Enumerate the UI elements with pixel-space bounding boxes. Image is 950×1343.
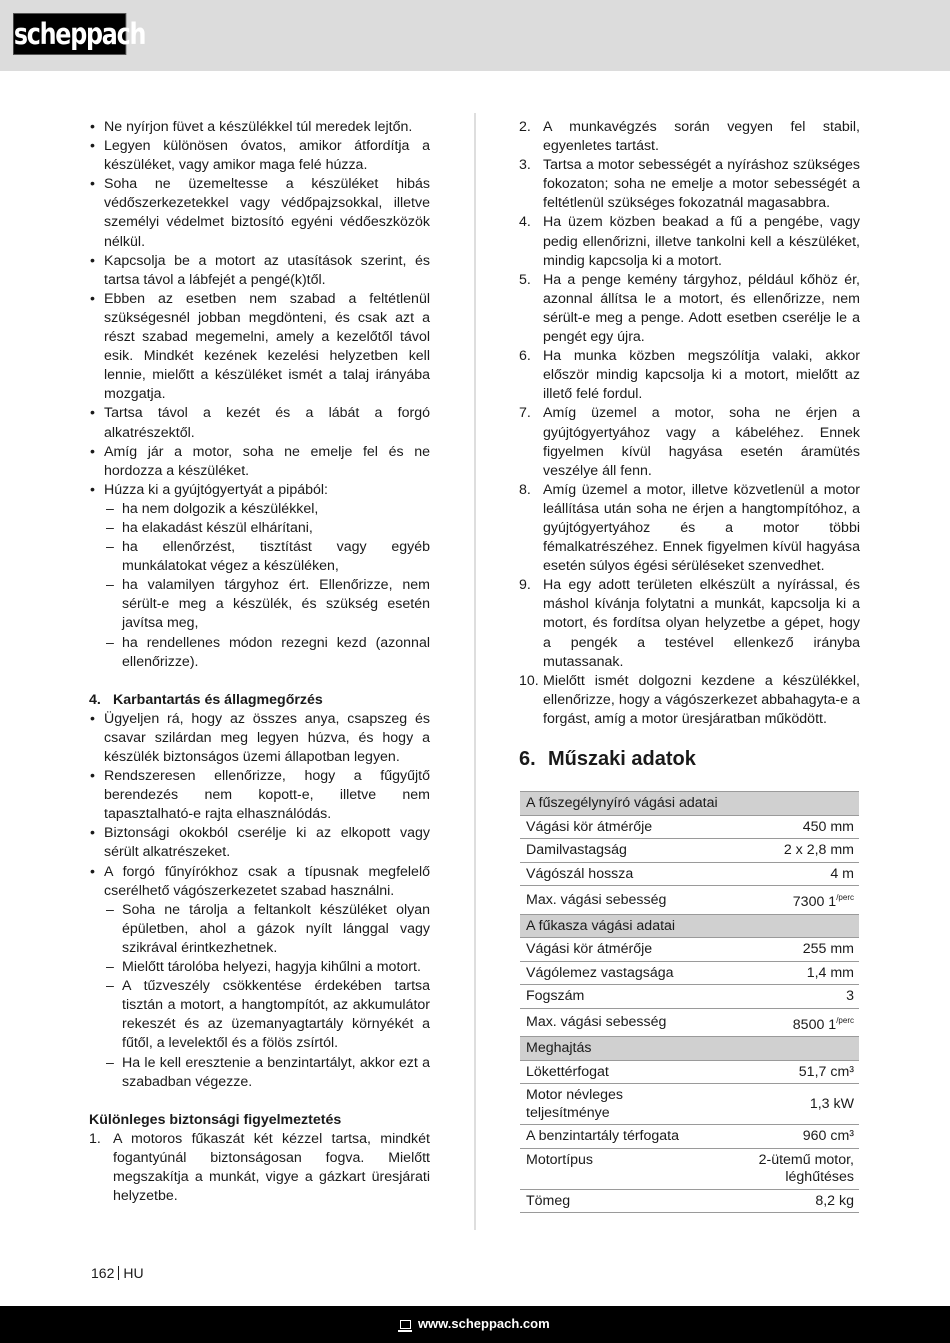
technical-data-table — [520, 791, 859, 1213]
bullet-item: • Húzza ki a gyújtógyertyát a pipából: — [89, 481, 430, 500]
row-label: Tömeg — [520, 1189, 692, 1213]
table-section-header — [520, 1037, 859, 1061]
page-number-value: 162 — [91, 1265, 115, 1281]
row-value: 960 cm³ — [692, 1125, 859, 1149]
item-text: Ha üzem közben beakad a fű a pengébe, vagy pedig ellenőrizni, illetve tankolni kell a készüléket, mindig kapcsolja ki a motort. — [543, 214, 860, 269]
bullet-item: • Soha ne üzemeltesse a készüléket hibás védőszerkezetekkel vagy védőpajzsokkal, illetve személyi védelmet biztosító egyéni védőeszközök nélkül. — [89, 175, 430, 251]
item-number: 4. — [519, 214, 531, 231]
item-text: Mielőtt ismét dolgozni kezdene a készülékkel, ellenőrizze, hogy a vágószerkezet abbahagyta-e a forgást, amíg a motor üresjáratban működött. — [543, 672, 860, 727]
item-number: 9. — [519, 577, 531, 594]
row-label: Max. vágási sebesség — [520, 1008, 692, 1037]
column-divider — [474, 113, 476, 1230]
table-row — [520, 985, 859, 1009]
row-label: Max. vágási sebesség — [520, 886, 692, 915]
bullet-item: • A forgó fűnyírókhoz csak a típusnak megfelelő cserélhető vágószerkezetet szabad használni. — [89, 863, 430, 901]
bullet-item: • Amíg jár a motor, soha ne emelje fel és ne hordozza a készüléket. — [89, 443, 430, 481]
bullet-item: • Legyen különösen óvatos, amikor átfordítja a készüléket, vagy amikor maga felé húzza. — [89, 137, 430, 175]
item-number: 5. — [519, 271, 531, 288]
section-title: Műszaki adatok — [548, 748, 696, 770]
numbered-item — [519, 672, 860, 729]
row-label: Vágószál hossza — [520, 862, 692, 886]
section-title: Karbantartás és állagmegőrzés — [113, 691, 323, 708]
dash-item: – ha rendellenes módon rezegni kezd (azonnal ellenőrizze). — [106, 634, 430, 670]
language-code: HU — [123, 1265, 144, 1281]
row-value: 1,4 mm — [692, 961, 859, 985]
numbered-item — [89, 1130, 430, 1206]
dash-item-text: ha ellenőrzést, tisztítást vagy egyéb munkálatokat végez a készüléken, — [122, 539, 430, 575]
left-column — [89, 118, 430, 1206]
section-title: Meghajtás — [520, 1037, 859, 1061]
bullet-item: • Ne nyírjon füvet a készülékkel túl meredek lejtőn. — [89, 118, 430, 137]
item-text: A motoros fűkaszát két kézzel tartsa, mindkét fogantyúnál biztonságosan fogva. Mielőtt megszakítja a munkát, vigye a gázkart üresjárati helyzetbe. — [113, 1130, 430, 1205]
row-label: Vágási kör átmérője — [520, 938, 692, 962]
dash-item: – ha elakadást készül elhárítani, — [106, 519, 313, 536]
numbered-item — [519, 347, 860, 404]
item-text: Amíg üzemel a motor, soha ne érjen a gyújtógyertyához vagy a kábeléhez. Ennek figyelmen kívül hagyása esetén áramütés veszélye áll fenn. — [543, 405, 860, 479]
special-warning-heading: Különleges biztonsági figyelmeztetés — [89, 1111, 342, 1128]
bullet-item: • Rendszeresen ellenőrizze, hogy a fűgyűjtő berendezés nem kopott-e, illetve nem tapasztalható-e rajta elhasználódás. — [89, 767, 430, 824]
table-row — [520, 961, 859, 985]
dash-item-text: ha nem dolgozik a készülékkel, — [122, 500, 319, 517]
row-label: Fogszám — [520, 985, 692, 1009]
dash-item: – ha nem dolgozik a készülékkel, — [106, 500, 319, 517]
table-row — [520, 862, 859, 886]
item-number: 8. — [519, 481, 531, 498]
numbered-item — [519, 213, 860, 270]
row-label: A benzintartály térfogata — [520, 1125, 692, 1149]
item-text: Amíg üzemel a motor, illetve közvetlenül a motor leállítása után soha ne érjen a hangtompítóhoz, a gyújtógyertyához és a motor többi fémalkatrészéhez. Ennek figyelmen kívül hagyása esetén súlyos égési sérüléseket szenvedhet. — [543, 481, 860, 575]
table-row — [520, 815, 859, 839]
row-value: 1,3 kW — [692, 1084, 859, 1125]
table-row — [520, 1125, 859, 1149]
item-text: A munkavégzés során vegyen fel stabil, egyenletes tartást. — [543, 119, 860, 155]
dash-item: – ha ellenőrzést, tisztítást vagy egyéb munkálatokat végez a készüléken, — [106, 539, 430, 575]
row-value: 2-ütemű motor, léghűtéses — [692, 1148, 859, 1189]
separator — [118, 1266, 119, 1280]
section-4-heading — [89, 691, 430, 710]
footer-bar — [0, 1306, 950, 1343]
section-6-heading — [519, 747, 860, 771]
table-row — [520, 886, 859, 915]
item-text: Ha egy adott területen elkészült a nyírással, és máshol kívánja folytatni a munkát, kapcsolja ki a motort, és fordítsa olyan helyzetbe a gépet, hogy a pengék a testével ellenkező irányba mutassanak. — [543, 577, 860, 670]
numbered-item — [519, 156, 860, 213]
dash-item-text: A tűzveszély csökkentése érdekében tartsa tisztán a motort, a hangtompítót, az akkumulátor rekeszét és az üzemanyagtartály környékét a fűtől, a levelektől és a fölös zsírtól. — [122, 978, 430, 1052]
table-section-header — [520, 914, 859, 938]
item-number: 6. — [519, 348, 531, 365]
item-text: Tartsa a motor sebességét a nyíráshoz szükséges fokozaton; soha ne emelje a motor sebességét a feltétlenül szükséges fokozatnál magasabbra. — [543, 157, 860, 212]
row-label: Lökettérfogat — [520, 1060, 692, 1084]
row-value: 8,2 kg — [692, 1189, 859, 1213]
item-number: 1. — [89, 1130, 101, 1147]
row-value: 2 x 2,8 mm — [692, 839, 859, 863]
section-number: 6. — [519, 748, 536, 770]
row-value — [692, 886, 859, 915]
row-value: 255 mm — [692, 938, 859, 962]
item-text: Ha munka közben megszólítja valaki, akkor először mindig kapcsolja ki a motort, mielőtt az illető felé fordul. — [543, 348, 860, 403]
table-section-header — [520, 792, 859, 816]
website-link[interactable]: www.scheppach.com — [417, 1316, 550, 1331]
dash-item-text: ha rendellenes módon rezegni kezd (azonnal ellenőrizze). — [122, 634, 430, 670]
section-title: A fűkasza vágási adatai — [520, 914, 859, 938]
unit-superscript: /perc — [836, 1015, 854, 1025]
numbered-item — [519, 404, 860, 480]
dash-item-text: ha elakadást készül elhárítani, — [122, 519, 313, 536]
row-value — [692, 1008, 859, 1037]
dash-item-text: Ha le kell eresztenie a benzintartályt, akkor ezt a szabadban végezze. — [122, 1054, 430, 1090]
dash-item: – Ha le kell eresztenie a benzintartályt, akkor ezt a szabadban végezze. — [106, 1054, 430, 1090]
bullet-item: • Ügyeljen rá, hogy az összes anya, csapszeg és csavar szilárdan meg legyen húzva, és hogy a készülék biztonságos üzemi állapotban legyen. — [89, 710, 430, 767]
bullet-item: • Tartsa távol a kezét és a lábát a forgó alkatrészektől. — [89, 404, 430, 442]
row-label: Motor névleges teljesítménye — [520, 1084, 692, 1125]
row-label: Motortípus — [520, 1148, 692, 1189]
row-value: 450 mm — [692, 815, 859, 839]
row-label: Damilvastagság — [520, 839, 692, 863]
unit-superscript: /perc — [836, 893, 854, 902]
table-row — [520, 938, 859, 962]
row-value: 4 m — [692, 862, 859, 886]
value-text: 7300 1 — [792, 894, 837, 910]
row-value: 51,7 cm³ — [692, 1060, 859, 1084]
numbered-item — [519, 118, 860, 156]
dash-item: – Mielőtt tárolóba helyezi, hagyja kihűlni a motort. — [106, 959, 421, 976]
item-text: Ha a penge kemény tárgyhoz, például kőhöz ér, azonnal állítsa le a motort, és ellenőrizze, nem sérült-e meg a penge. Adott esetben cserélje le a pengét egy újra. — [543, 271, 860, 346]
computer-icon — [400, 1320, 411, 1329]
section-title: A fűszegélynyíró vágási adatai — [520, 792, 859, 816]
table-row — [520, 839, 859, 863]
right-column — [519, 118, 860, 771]
row-label: Vágólemez vastagsága — [520, 961, 692, 985]
table-row — [520, 1008, 859, 1037]
table-row — [520, 1084, 859, 1125]
numbered-item — [519, 481, 860, 576]
bullet-item: • Biztonsági okokból cserélje ki az elkopott vagy sérült alkatrészeket. — [89, 824, 430, 862]
dash-item: – Soha ne tárolja a feltankolt készüléket olyan épületben, ahol a gázok nyílt lánggal vagy szikrával érintkezhetnek. — [106, 901, 430, 956]
value-text: 8500 1 — [792, 1016, 837, 1033]
header-bar — [0, 0, 950, 71]
bullet-item: • Kapcsolja be a motort az utasítások szerint, és tartsa távol a lábfejét a pengé(k)től. — [89, 252, 430, 290]
dash-item-text: Soha ne tárolja a feltankolt készüléket olyan épületben, ahol a gázok nyílt lánggal vagy szikrával érintkezhetnek. — [122, 901, 430, 956]
row-value: 3 — [692, 985, 859, 1009]
item-number: 2. — [519, 119, 531, 135]
table-row — [520, 1189, 859, 1213]
page-number — [91, 1265, 144, 1281]
numbered-item — [519, 271, 860, 347]
row-label: Vágási kör átmérője — [520, 815, 692, 839]
scheppach-logo: scheppach — [13, 13, 126, 55]
table-row — [520, 1148, 859, 1189]
item-number: 3. — [519, 157, 531, 174]
dash-item: – A tűzveszély csökkentése érdekében tartsa tisztán a motort, a hangtompítót, az akkumulátor rekeszét és az üzemanyagtartály környékét a fűtől, a levelektől és a fölös zsírtól. — [106, 978, 430, 1052]
bullet-item: • Ebben az esetben nem szabad a feltétlenül szükségesnél jobban megdönteni, és csak azt a részt szabad megemelni, amely a kezelőtől távol esik. Mindkét kezének kezelési helyzetben kell lennie, mielőtt a készüléket ismét a talaj irányába mozgatja. — [89, 290, 430, 405]
section-number: 4. — [89, 691, 101, 708]
numbered-item — [519, 576, 860, 671]
dash-item: – ha valamilyen tárgyhoz ért. Ellenőrizze, nem sérült-e meg a készülék, és szükség esetén javítsa meg, — [106, 577, 430, 632]
dash-item-text: Mielőtt tárolóba helyezi, hagyja kihűlni a motort. — [122, 959, 421, 976]
table-row — [520, 1060, 859, 1084]
item-number: 7. — [519, 405, 531, 422]
dash-item-text: ha valamilyen tárgyhoz ért. Ellenőrizze, nem sérült-e meg a készülék, és szükség esetén javítsa meg, — [122, 577, 430, 632]
item-number: 10. — [519, 672, 539, 689]
